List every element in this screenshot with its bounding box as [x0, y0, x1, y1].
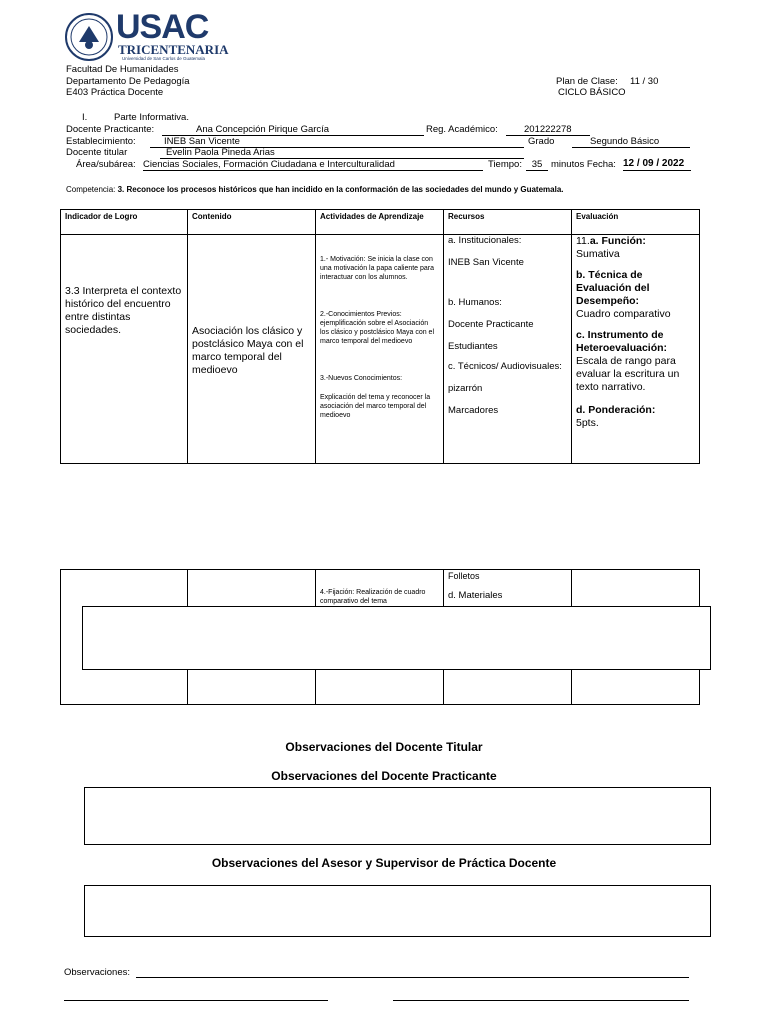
- tiempo-value: 35: [526, 159, 548, 171]
- observaciones-titular-title: Observaciones del Docente Titular: [285, 740, 483, 754]
- establecimiento-label: Establecimiento:: [66, 136, 136, 147]
- eval-funcion-title: a. Función:: [589, 235, 646, 247]
- activity-4: 4.-Fijación: Realización de cuadro comparativo del tema: [320, 589, 426, 605]
- section-number: I.: [82, 112, 88, 123]
- signature-line-left[interactable]: [64, 1000, 328, 1001]
- cell-indicador: [61, 235, 188, 464]
- section-title: Parte Informativa.: [114, 112, 189, 123]
- recurso-marcadores: Marcadores: [448, 405, 499, 416]
- area-value: Ciencias Sociales, Formación Ciudadana e Interculturalidad: [143, 159, 483, 171]
- logo-title: USAC: [116, 8, 209, 46]
- eval-ponderacion-title: d. Ponderación:: [576, 404, 656, 416]
- activity-1: 1.- Motivación: Se inicia la clase con una motivación la papa caliente para interactuar con los alumnos.: [320, 256, 435, 281]
- eval-funcion-number: 11.: [576, 235, 590, 247]
- recurso-folletos: Folletos: [448, 571, 480, 581]
- recurso-tecnicos: c. Técnicos/ Audiovisuales:: [448, 361, 562, 372]
- tiempo-label: Tiempo:: [488, 159, 522, 170]
- plan-value: 11 / 30: [630, 76, 659, 87]
- plan-table: [60, 209, 700, 464]
- footer-observaciones-line[interactable]: [136, 977, 689, 978]
- observaciones-asesor-title: Observaciones del Asesor y Supervisor de Práctica Docente: [211, 856, 557, 870]
- activity-3-text: Explicación del tema y reconocer la asociación del marco temporal del medioevo: [320, 394, 431, 419]
- recurso-estudiantes: Estudiantes: [448, 341, 498, 352]
- recurso-materiales: d. Materiales: [448, 590, 503, 601]
- cell-evaluacion: [572, 235, 700, 464]
- plan-label: Plan de Clase:: [556, 76, 618, 87]
- eval-funcion: [576, 235, 695, 248]
- contenido-text: Asociación los clásico y postclásico Maya con el marco temporal del medioevo: [192, 325, 304, 376]
- observaciones-practicante-title: Observaciones del Docente Practicante: [271, 769, 497, 783]
- minutos-label: minutos Fecha:: [551, 159, 616, 170]
- practicante-value: Ana Concepción Pirique García: [162, 124, 424, 136]
- university-logo: [64, 8, 229, 64]
- recurso-humanos: b. Humanos:: [448, 297, 502, 308]
- establecimiento-value: INEB San Vicente: [150, 136, 524, 148]
- reg-label: Reg. Académico:: [426, 124, 498, 135]
- eval-tecnica-title: b. Técnica de Evaluación del Desempeño:: [576, 269, 650, 307]
- header-indicador: Indicador de Logro: [61, 210, 188, 235]
- footer-observaciones-label: Observaciones:: [64, 967, 131, 978]
- titular-value: Evelin Paola Pineda Arias: [160, 147, 524, 159]
- faculty-label: Facultad De Humanidades: [66, 64, 179, 75]
- eval-funcion-text: Sumativa: [576, 248, 620, 260]
- eval-instrumento-text: Escala de rango para evaluar la escritura un texto narrativo.: [576, 355, 680, 393]
- signature-line-right[interactable]: [393, 1000, 689, 1001]
- logo-caption: Universidad de San Carlos de Guatemala: [122, 56, 206, 61]
- cell-contenido: [188, 235, 316, 464]
- grado-label: Grado: [528, 136, 555, 147]
- fecha-value: 12 / 09 / 2022: [623, 158, 691, 171]
- competencia-label: Competencia:: [66, 185, 116, 194]
- cell-actividades: [316, 235, 444, 464]
- competencia-text: 3. Reconoce los procesos históricos que han incidido en la conformación de las sociedades del mundo y Guatemala.: [117, 185, 564, 194]
- header-evaluacion: Evaluación: [572, 210, 700, 235]
- titular-label: Docente titular: [66, 147, 128, 158]
- eval-instrumento-title: c. Instrumento de Heteroevaluación:: [576, 329, 668, 354]
- recurso-pizarron: pizarrón: [448, 383, 483, 394]
- activity-2: 2.-Conocimientos Previos: ejemplificación sobre el Asociación los clásico y postclásico Maya con el marco temporal del medioevo: [320, 311, 434, 345]
- indicador-text: 3.3 Interpreta el contexto histórico del encuentro entre distintas sociedades.: [65, 285, 182, 336]
- recurso-ineb: INEB San Vicente: [448, 257, 524, 268]
- header-actividades: Actividades de Aprendizaje: [316, 210, 444, 235]
- university-seal-icon: [64, 12, 114, 62]
- header-recursos: Recursos: [444, 210, 572, 235]
- activity-3-title: 3.-Nuevos Conocimientos:: [320, 375, 403, 382]
- grado-value: Segundo Básico: [572, 136, 690, 148]
- recurso-institucionales: a. Institucionales:: [448, 235, 522, 246]
- table-header-row: [61, 210, 700, 235]
- cell-recursos: [444, 235, 572, 464]
- table-row: [61, 235, 700, 464]
- reg-value: 201222278: [506, 124, 590, 136]
- eval-tecnica-text: Cuadro comparativo: [576, 308, 671, 320]
- course-label: E403 Práctica Docente: [66, 87, 164, 98]
- practicante-label: Docente Practicante:: [66, 124, 155, 135]
- competencia-line: [66, 185, 564, 194]
- logo-subtitle: TRICENTENARIA: [118, 42, 229, 57]
- observaciones-practicante-box[interactable]: [84, 787, 711, 845]
- department-label: Departamento De Pedagogía: [66, 76, 190, 87]
- recurso-docente: Docente Practicante: [448, 319, 534, 330]
- eval-ponderacion-text: 5pts.: [576, 417, 599, 429]
- area-label: Área/subárea:: [76, 159, 136, 170]
- header-contenido: Contenido: [188, 210, 316, 235]
- cycle-label: CICLO BÁSICO: [558, 87, 626, 98]
- observaciones-asesor-box[interactable]: [84, 885, 711, 937]
- observaciones-titular-box[interactable]: [82, 606, 711, 670]
